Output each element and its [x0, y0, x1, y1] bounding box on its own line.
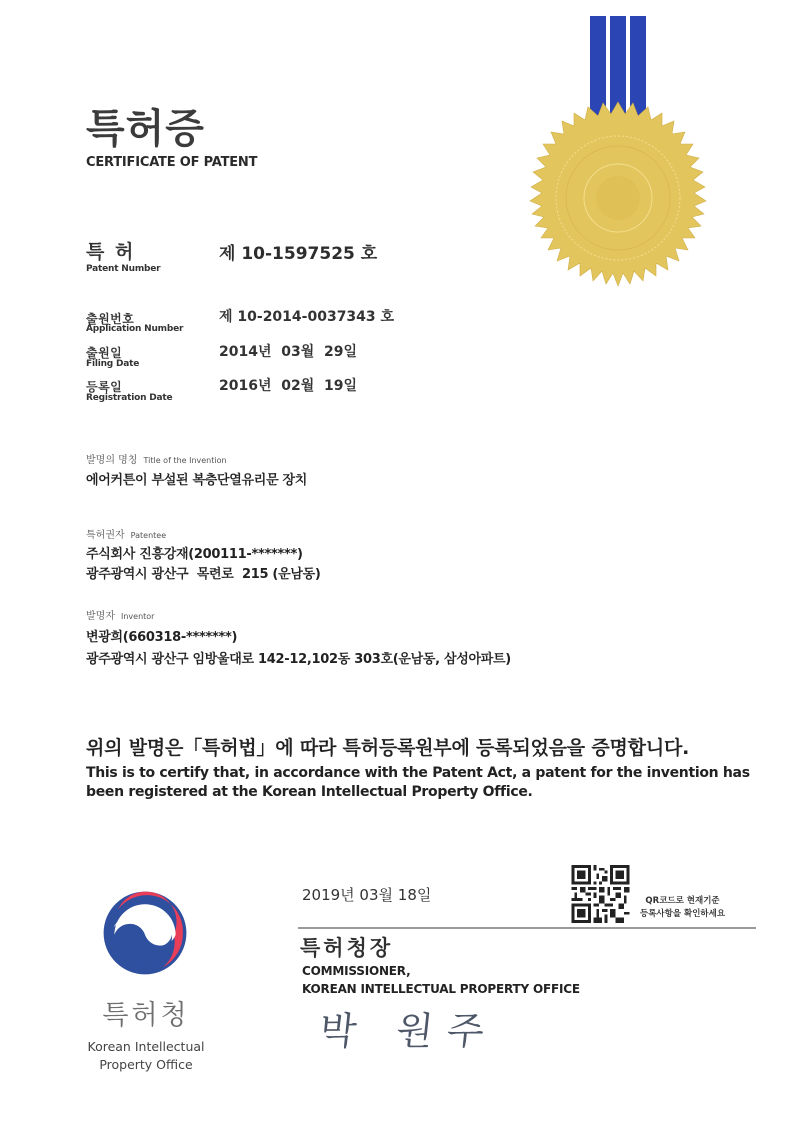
patentee-name: 주식회사 진흥강재(200111-*******) [86, 547, 303, 562]
invention-title-label-ko: 발명의 명칭 [86, 455, 138, 466]
issue-date: 2019년 03월 18일 [302, 886, 432, 904]
inventor-address: 광주광역시 광산구 임방울대로 142-12,102동 303호(운남동, 삼성아파트) [86, 652, 511, 667]
kipo-name-ko: 특허청 [102, 1000, 190, 1031]
signature-divider [298, 927, 756, 929]
kipo-name-en [72, 1038, 220, 1074]
certification-statement-en: This is to certify that, in accordance with the Patent Act, a patent for the invention has been registered at the Korean Intellectual Property Office. [86, 765, 750, 800]
registration-date-value: 2016년 02월 19일 [219, 378, 357, 394]
qr-note-line2: 등록사항을 확인하세요 [640, 909, 726, 919]
kipo-name-en-line1: Korean Intellectual [87, 1039, 205, 1054]
patent-number-label-en: Patent Number [86, 264, 161, 274]
patentee-label [86, 526, 166, 541]
commissioner-title-en [302, 962, 580, 998]
commissioner-title-ko: 특허청장 [300, 936, 394, 960]
application-number-label-ko: 출원번호 [86, 312, 135, 326]
inventor-label [86, 607, 154, 622]
kipo-name-en-line2: Property Office [99, 1057, 193, 1072]
kipo-taegeuk-logo-icon [100, 888, 190, 978]
certification-statement-ko: 위의 발명은「특허법」에 따라 특허등록원부에 등록되었음을 증명합니다. [86, 737, 690, 759]
application-number-label-en: Application Number [86, 324, 184, 334]
registration-date-label-ko: 등록일 [86, 380, 123, 394]
inventor-name: 변광희(660318-*******) [86, 630, 238, 645]
certificate-title-ko: 특허증 [86, 106, 205, 152]
filing-date-label-ko: 출원일 [86, 346, 123, 360]
qr-note-line1: QR코드로 현재기준 [645, 896, 720, 906]
patentee-label-ko: 특허권자 [86, 530, 125, 541]
commissioner-title-en-line1: COMMISSIONER, [302, 964, 411, 978]
patentee-address: 광주광역시 광산구 목련로 215 (운남동) [86, 567, 321, 582]
invention-title-label [86, 451, 227, 466]
registration-date-label-en: Registration Date [86, 393, 173, 403]
commissioner-title-en-line2: KOREAN INTELLECTUAL PROPERTY OFFICE [302, 982, 580, 996]
qr-note [640, 895, 725, 921]
inventor-label-ko: 발명자 [86, 611, 115, 622]
invention-title-label-en: Title of the Invention [143, 456, 227, 465]
patentee-label-en: Patentee [130, 531, 167, 540]
qr-code-icon[interactable] [571, 865, 630, 923]
patent-number-value: 제 10-1597525 호 [219, 244, 378, 264]
filing-date-value: 2014년 03월 29일 [219, 344, 357, 360]
certificate-title-en: CERTIFICATE OF PATENT [86, 155, 258, 170]
filing-date-label-en: Filing Date [86, 359, 140, 369]
invention-title-value: 에어커튼이 부설된 복층단열유리문 장치 [86, 473, 308, 488]
patent-number-label-ko: 특 허 [86, 241, 136, 263]
commissioner-signature: 박 원주 [317, 1009, 501, 1053]
gold-seal-icon [520, 10, 720, 300]
inventor-label-en: Inventor [120, 612, 155, 621]
application-number-value: 제 10-2014-0037343 호 [219, 309, 395, 325]
